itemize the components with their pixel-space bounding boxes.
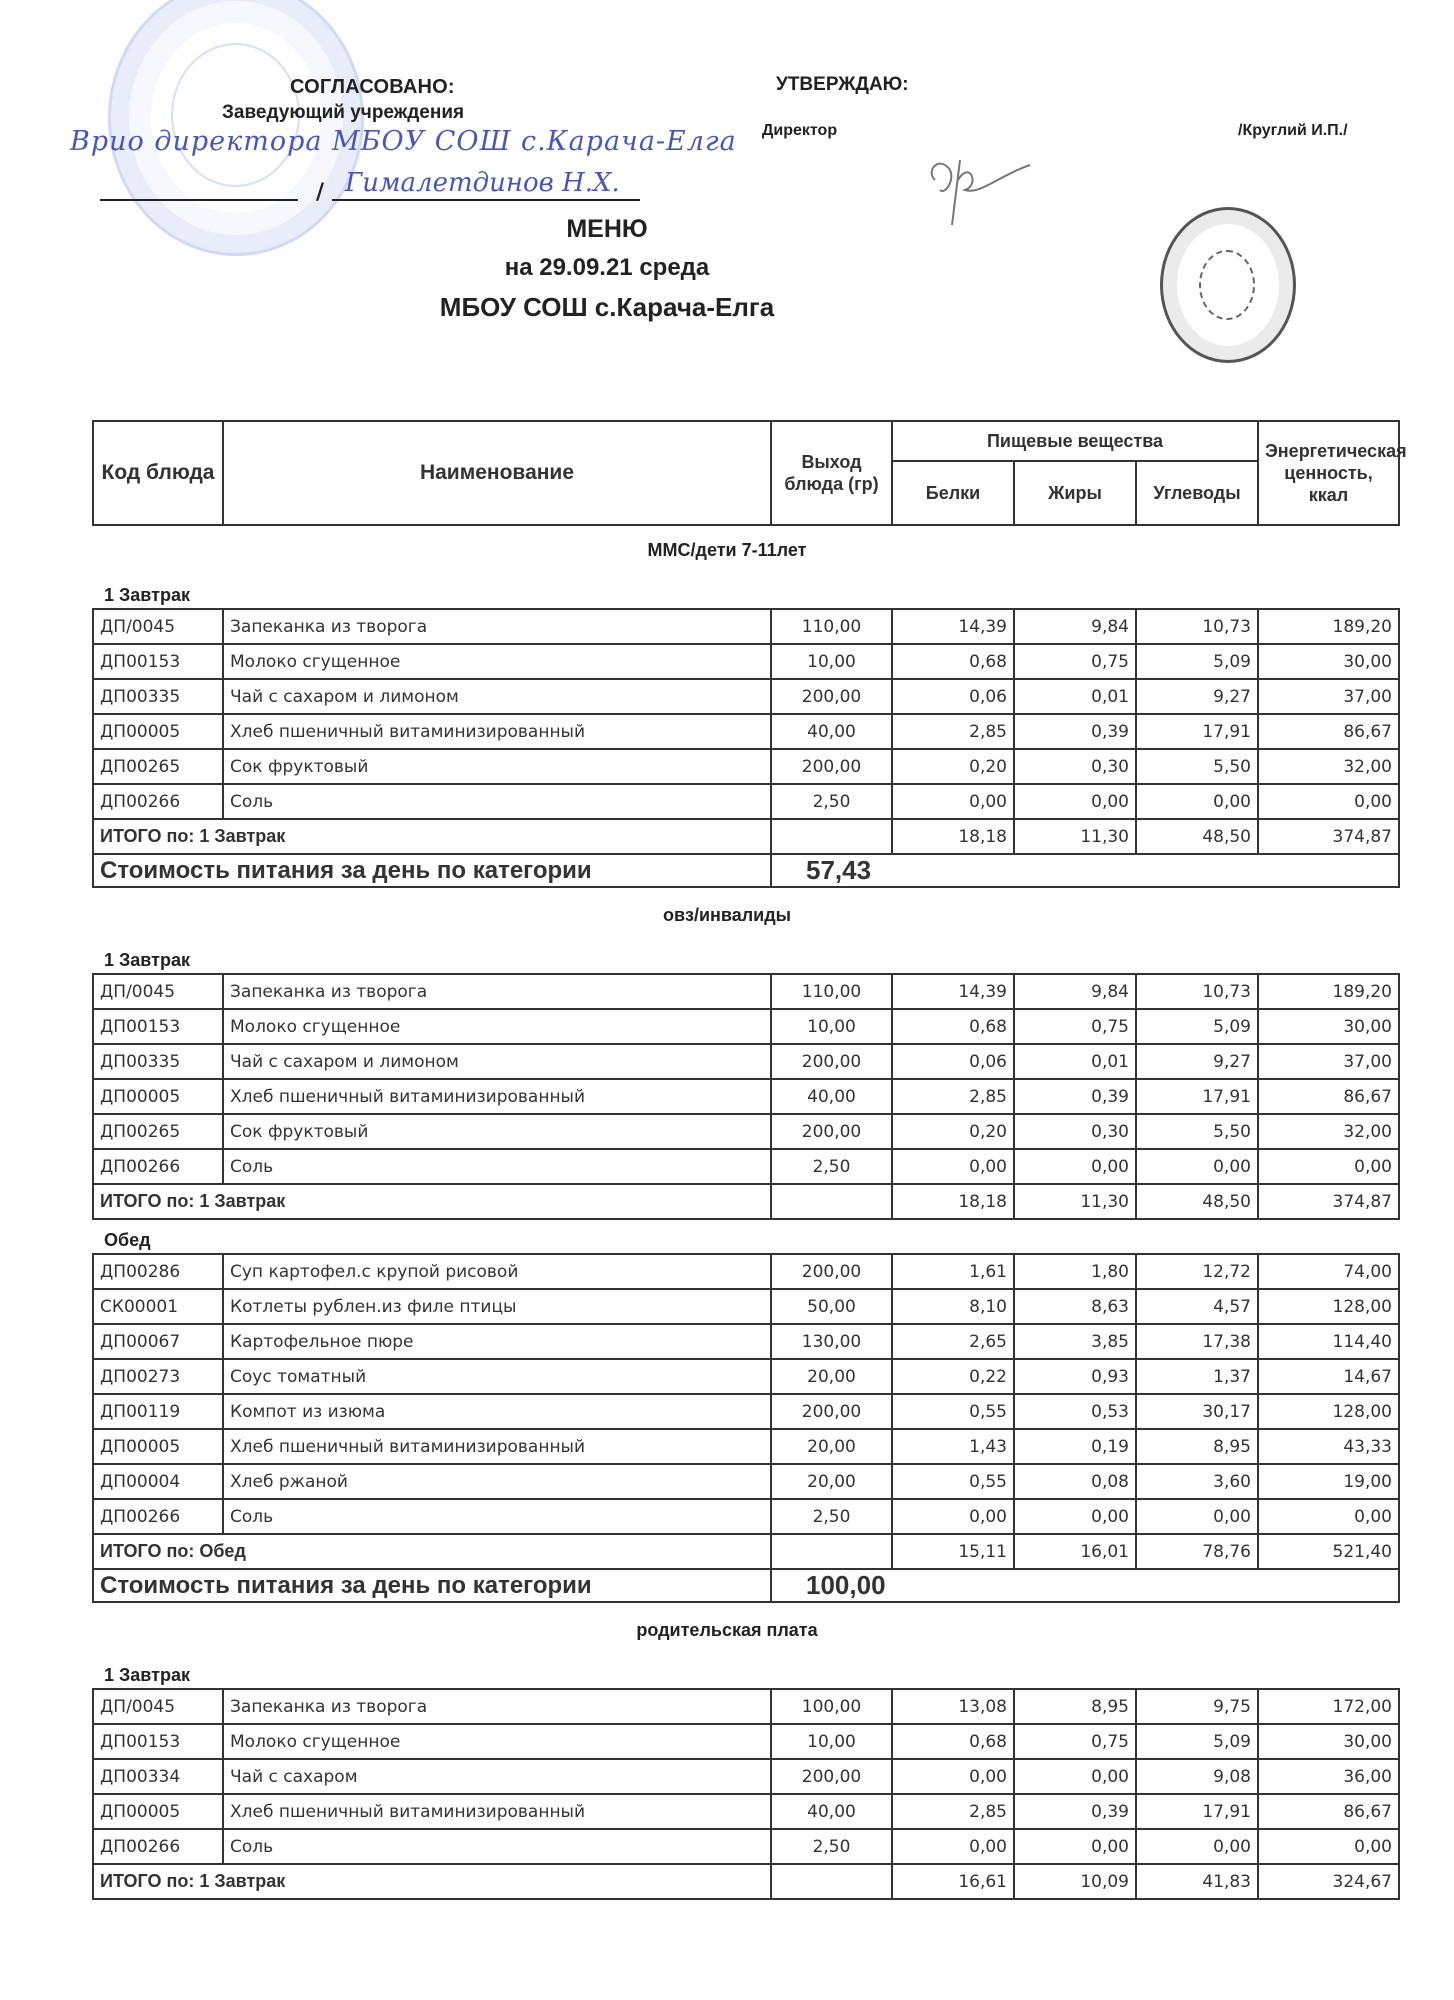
dish-protein: 0,68 bbox=[892, 1009, 1014, 1044]
col-yield: Выход блюда (гр) bbox=[771, 421, 892, 525]
dish-name: Хлеб пшеничный витаминизированный bbox=[223, 1794, 771, 1829]
meal-label: 1 Завтрак bbox=[104, 585, 190, 605]
dish-carbs: 0,00 bbox=[1136, 1829, 1258, 1864]
dish-fat: 0,39 bbox=[1014, 1794, 1136, 1829]
dish-carbs: 5,50 bbox=[1136, 749, 1258, 784]
handwritten-name: Гималетдинов Н.Х. bbox=[345, 168, 620, 198]
dish-name: Хлеб пшеничный витаминизированный bbox=[223, 1079, 771, 1114]
dish-fat: 0,75 bbox=[1014, 644, 1136, 679]
total-fat: 10,09 bbox=[1014, 1864, 1136, 1899]
table-row bbox=[93, 1689, 1399, 1724]
dish-kcal: 0,00 bbox=[1258, 1829, 1399, 1864]
dish-kcal: 32,00 bbox=[1258, 749, 1399, 784]
total-row bbox=[93, 1184, 1399, 1219]
dish-fat: 0,00 bbox=[1014, 1759, 1136, 1794]
dish-carbs: 30,17 bbox=[1136, 1394, 1258, 1429]
dish-kcal: 30,00 bbox=[1258, 644, 1399, 679]
dish-kcal: 37,00 bbox=[1258, 1044, 1399, 1079]
dish-kcal: 74,00 bbox=[1258, 1254, 1399, 1289]
cost-label: Стоимость питания за день по категории bbox=[93, 1569, 771, 1602]
dish-code: ДП00335 bbox=[93, 1044, 223, 1079]
col-fat: Жиры bbox=[1014, 461, 1136, 525]
dish-name: Картофельное пюре bbox=[223, 1324, 771, 1359]
dish-fat: 0,19 bbox=[1014, 1429, 1136, 1464]
dish-name: Суп картофел.с крупой рисовой bbox=[223, 1254, 771, 1289]
dish-yield: 110,00 bbox=[771, 974, 892, 1009]
total-carbs: 78,76 bbox=[1136, 1534, 1258, 1569]
cost-label: Стоимость питания за день по категории bbox=[93, 854, 771, 887]
dish-protein: 0,68 bbox=[892, 1724, 1014, 1759]
dish-protein: 0,00 bbox=[892, 1829, 1014, 1864]
dish-kcal: 86,67 bbox=[1258, 1079, 1399, 1114]
dish-name: Запеканка из творога bbox=[223, 609, 771, 644]
dish-code: ДП00067 bbox=[93, 1324, 223, 1359]
dish-carbs: 12,72 bbox=[1136, 1254, 1258, 1289]
dish-name: Молоко сгущенное bbox=[223, 1724, 771, 1759]
dish-carbs: 3,60 bbox=[1136, 1464, 1258, 1499]
dish-yield: 200,00 bbox=[771, 1394, 892, 1429]
total-kcal: 521,40 bbox=[1258, 1534, 1399, 1569]
dish-yield: 20,00 bbox=[771, 1429, 892, 1464]
dish-protein: 0,00 bbox=[892, 784, 1014, 819]
dish-fat: 0,93 bbox=[1014, 1359, 1136, 1394]
dish-yield: 200,00 bbox=[771, 1254, 892, 1289]
dish-yield: 20,00 bbox=[771, 1359, 892, 1394]
table-row bbox=[93, 644, 1399, 679]
dish-fat: 0,01 bbox=[1014, 1044, 1136, 1079]
dish-name: Молоко сгущенное bbox=[223, 1009, 771, 1044]
table-row bbox=[93, 1009, 1399, 1044]
dish-fat: 3,85 bbox=[1014, 1324, 1136, 1359]
total-label: ИТОГО по: 1 Завтрак bbox=[93, 1864, 771, 1899]
col-carbs: Углеводы bbox=[1136, 461, 1258, 525]
col-nutrients: Пищевые вещества bbox=[892, 421, 1258, 461]
table-row bbox=[93, 1289, 1399, 1324]
table-row bbox=[93, 1324, 1399, 1359]
dish-yield: 100,00 bbox=[771, 1689, 892, 1724]
meal-label: 1 Завтрак bbox=[104, 950, 190, 970]
dish-fat: 0,30 bbox=[1014, 1114, 1136, 1149]
dish-protein: 0,20 bbox=[892, 749, 1014, 784]
dish-protein: 13,08 bbox=[892, 1689, 1014, 1724]
total-protein: 16,61 bbox=[892, 1864, 1014, 1899]
table-row bbox=[93, 1759, 1399, 1794]
total-row bbox=[93, 819, 1399, 854]
dish-carbs: 10,73 bbox=[1136, 974, 1258, 1009]
table-row bbox=[93, 1794, 1399, 1829]
dish-name: Соль bbox=[223, 1829, 771, 1864]
dish-name: Соль bbox=[223, 1149, 771, 1184]
dish-yield: 40,00 bbox=[771, 1079, 892, 1114]
dish-fat: 0,39 bbox=[1014, 714, 1136, 749]
dish-protein: 14,39 bbox=[892, 974, 1014, 1009]
total-row bbox=[93, 1864, 1399, 1899]
dish-name: Чай с сахаром и лимоном bbox=[223, 679, 771, 714]
total-fat: 16,01 bbox=[1014, 1534, 1136, 1569]
dish-carbs: 8,95 bbox=[1136, 1429, 1258, 1464]
dish-name: Запеканка из творога bbox=[223, 1689, 771, 1724]
total-fat: 11,30 bbox=[1014, 1184, 1136, 1219]
table-row bbox=[93, 679, 1399, 714]
dish-kcal: 32,00 bbox=[1258, 1114, 1399, 1149]
total-kcal: 374,87 bbox=[1258, 819, 1399, 854]
dish-carbs: 17,91 bbox=[1136, 1079, 1258, 1114]
dish-protein: 0,00 bbox=[892, 1499, 1014, 1534]
dish-name: Хлеб пшеничный витаминизированный bbox=[223, 1429, 771, 1464]
dish-code: ДП00005 bbox=[93, 1429, 223, 1464]
cost-row bbox=[93, 1569, 1399, 1602]
dish-code: ДП00265 bbox=[93, 1114, 223, 1149]
signature-separator: / bbox=[316, 180, 325, 205]
dish-protein: 0,55 bbox=[892, 1464, 1014, 1499]
dish-kcal: 128,00 bbox=[1258, 1289, 1399, 1324]
dish-name: Чай с сахаром и лимоном bbox=[223, 1044, 771, 1079]
dish-protein: 8,10 bbox=[892, 1289, 1014, 1324]
dish-code: ДП00005 bbox=[93, 1794, 223, 1829]
total-yield-empty bbox=[771, 1534, 892, 1569]
dish-protein: 1,61 bbox=[892, 1254, 1014, 1289]
total-kcal: 374,87 bbox=[1258, 1184, 1399, 1219]
dish-kcal: 189,20 bbox=[1258, 974, 1399, 1009]
dish-yield: 110,00 bbox=[771, 609, 892, 644]
dish-name: Сок фруктовый bbox=[223, 749, 771, 784]
dish-yield: 130,00 bbox=[771, 1324, 892, 1359]
total-protein: 15,11 bbox=[892, 1534, 1014, 1569]
dish-yield: 40,00 bbox=[771, 714, 892, 749]
director-name: /Круглий И.П./ bbox=[1238, 122, 1348, 139]
school-name: МБОУ СОШ с.Карача-Елга bbox=[439, 292, 775, 322]
dish-yield: 200,00 bbox=[771, 679, 892, 714]
dish-fat: 9,84 bbox=[1014, 974, 1136, 1009]
dish-carbs: 10,73 bbox=[1136, 609, 1258, 644]
total-kcal: 324,67 bbox=[1258, 1864, 1399, 1899]
col-energy: Энергетическая ценность, ккал bbox=[1258, 421, 1399, 525]
dish-fat: 0,39 bbox=[1014, 1079, 1136, 1114]
dish-fat: 0,00 bbox=[1014, 1499, 1136, 1534]
meal-label: 1 Завтрак bbox=[104, 1665, 190, 1685]
dish-carbs: 1,37 bbox=[1136, 1359, 1258, 1394]
dish-protein: 2,85 bbox=[892, 1794, 1014, 1829]
dish-yield: 2,50 bbox=[771, 1499, 892, 1534]
dish-name: Молоко сгущенное bbox=[223, 644, 771, 679]
dish-code: ДП00004 bbox=[93, 1464, 223, 1499]
meal-table bbox=[92, 1253, 1400, 1603]
dish-carbs: 5,09 bbox=[1136, 1724, 1258, 1759]
dish-name: Чай с сахаром bbox=[223, 1759, 771, 1794]
dish-code: ДП00334 bbox=[93, 1759, 223, 1794]
dish-kcal: 30,00 bbox=[1258, 1724, 1399, 1759]
table-row bbox=[93, 1429, 1399, 1464]
dish-name: Компот из изюма bbox=[223, 1394, 771, 1429]
dish-fat: 0,00 bbox=[1014, 784, 1136, 819]
dish-name: Хлеб пшеничный витаминизированный bbox=[223, 714, 771, 749]
table-row bbox=[93, 1359, 1399, 1394]
meal-table bbox=[92, 973, 1400, 1220]
dish-fat: 9,84 bbox=[1014, 609, 1136, 644]
dish-carbs: 0,00 bbox=[1136, 784, 1258, 819]
dish-yield: 10,00 bbox=[771, 1724, 892, 1759]
dish-carbs: 5,09 bbox=[1136, 1009, 1258, 1044]
table-row bbox=[93, 609, 1399, 644]
dish-code: ДП00153 bbox=[93, 1724, 223, 1759]
dish-kcal: 0,00 bbox=[1258, 1499, 1399, 1534]
dish-yield: 40,00 bbox=[771, 1794, 892, 1829]
dish-name: Хлеб ржаной bbox=[223, 1464, 771, 1499]
cost-row bbox=[93, 854, 1399, 887]
dish-protein: 1,43 bbox=[892, 1429, 1014, 1464]
dish-protein: 2,65 bbox=[892, 1324, 1014, 1359]
total-fat: 11,30 bbox=[1014, 819, 1136, 854]
handwritten-position: Врио директора МБОУ СОШ с.Карача-Елга bbox=[70, 126, 737, 157]
dish-code: СК00001 bbox=[93, 1289, 223, 1324]
meal-table bbox=[92, 608, 1400, 888]
table-row bbox=[93, 784, 1399, 819]
dish-protein: 2,85 bbox=[892, 1079, 1014, 1114]
dish-yield: 200,00 bbox=[771, 1759, 892, 1794]
dish-fat: 0,00 bbox=[1014, 1149, 1136, 1184]
dish-code: ДП00266 bbox=[93, 784, 223, 819]
dish-kcal: 19,00 bbox=[1258, 1464, 1399, 1499]
dish-yield: 20,00 bbox=[771, 1464, 892, 1499]
dish-kcal: 37,00 bbox=[1258, 679, 1399, 714]
dish-kcal: 114,40 bbox=[1258, 1324, 1399, 1359]
table-row bbox=[93, 1394, 1399, 1429]
dish-code: ДП00266 bbox=[93, 1829, 223, 1864]
total-yield-empty bbox=[771, 819, 892, 854]
table-row bbox=[93, 1254, 1399, 1289]
dish-name: Запеканка из творога bbox=[223, 974, 771, 1009]
dish-protein: 0,55 bbox=[892, 1394, 1014, 1429]
dish-code: ДП00153 bbox=[93, 1009, 223, 1044]
table-row bbox=[93, 1044, 1399, 1079]
dish-kcal: 14,67 bbox=[1258, 1359, 1399, 1394]
dish-carbs: 17,91 bbox=[1136, 714, 1258, 749]
dish-code: ДП00265 bbox=[93, 749, 223, 784]
table-row bbox=[93, 1829, 1399, 1864]
dish-fat: 0,75 bbox=[1014, 1724, 1136, 1759]
total-label: ИТОГО по: 1 Завтрак bbox=[93, 1184, 771, 1219]
dish-fat: 1,80 bbox=[1014, 1254, 1136, 1289]
table-row bbox=[93, 714, 1399, 749]
dish-name: Сок фруктовый bbox=[223, 1114, 771, 1149]
cost-value: 57,43 bbox=[771, 854, 1399, 887]
menu-title: МЕНЮ bbox=[566, 215, 648, 243]
dish-carbs: 17,38 bbox=[1136, 1324, 1258, 1359]
name-line bbox=[332, 199, 640, 201]
total-protein: 18,18 bbox=[892, 1184, 1014, 1219]
dish-carbs: 4,57 bbox=[1136, 1289, 1258, 1324]
dish-carbs: 5,09 bbox=[1136, 644, 1258, 679]
total-label: ИТОГО по: Обед bbox=[93, 1534, 771, 1569]
dish-code: ДП00119 bbox=[93, 1394, 223, 1429]
dish-carbs: 9,75 bbox=[1136, 1689, 1258, 1724]
dish-carbs: 0,00 bbox=[1136, 1499, 1258, 1534]
dish-code: ДП00286 bbox=[93, 1254, 223, 1289]
dish-name: Соль bbox=[223, 1499, 771, 1534]
dish-kcal: 128,00 bbox=[1258, 1394, 1399, 1429]
dish-kcal: 0,00 bbox=[1258, 1149, 1399, 1184]
menu-date: на 29.09.21 среда bbox=[504, 254, 710, 281]
dish-fat: 0,08 bbox=[1014, 1464, 1136, 1499]
dish-yield: 50,00 bbox=[771, 1289, 892, 1324]
dish-yield: 10,00 bbox=[771, 644, 892, 679]
dish-yield: 2,50 bbox=[771, 784, 892, 819]
total-carbs: 41,83 bbox=[1136, 1864, 1258, 1899]
section-label: овз/инвалиды bbox=[662, 905, 792, 925]
total-protein: 18,18 bbox=[892, 819, 1014, 854]
dish-protein: 0,20 bbox=[892, 1114, 1014, 1149]
dish-carbs: 5,50 bbox=[1136, 1114, 1258, 1149]
dish-fat: 0,30 bbox=[1014, 749, 1136, 784]
table-row bbox=[93, 749, 1399, 784]
dish-code: ДП00266 bbox=[93, 1149, 223, 1184]
dish-carbs: 9,27 bbox=[1136, 1044, 1258, 1079]
dish-code: ДП00005 bbox=[93, 1079, 223, 1114]
approve-title: УТВЕРЖДАЮ: bbox=[776, 74, 909, 95]
section-label: родительская плата bbox=[636, 1620, 818, 1640]
signature-line bbox=[100, 199, 298, 201]
dish-kcal: 86,67 bbox=[1258, 714, 1399, 749]
director-label: Директор bbox=[762, 122, 838, 139]
dish-protein: 0,00 bbox=[892, 1149, 1014, 1184]
dish-code: ДП00005 bbox=[93, 714, 223, 749]
dish-kcal: 30,00 bbox=[1258, 1009, 1399, 1044]
dish-fat: 0,00 bbox=[1014, 1829, 1136, 1864]
col-name: Наименование bbox=[223, 421, 771, 525]
dish-yield: 2,50 bbox=[771, 1149, 892, 1184]
dish-code: ДП00266 bbox=[93, 1499, 223, 1534]
dish-name: Котлеты рублен.из филе птицы bbox=[223, 1289, 771, 1324]
dish-carbs: 9,08 bbox=[1136, 1759, 1258, 1794]
dish-protein: 0,06 bbox=[892, 679, 1014, 714]
dish-code: ДП/0045 bbox=[93, 1689, 223, 1724]
dish-name: Соль bbox=[223, 784, 771, 819]
table-row bbox=[93, 1499, 1399, 1534]
table-row bbox=[93, 1149, 1399, 1184]
dish-code: ДП00153 bbox=[93, 644, 223, 679]
dish-kcal: 189,20 bbox=[1258, 609, 1399, 644]
meal-table bbox=[92, 1688, 1400, 1900]
dish-carbs: 0,00 bbox=[1136, 1149, 1258, 1184]
section-label: ММС/дети 7-11лет bbox=[647, 540, 807, 560]
dish-fat: 8,95 bbox=[1014, 1689, 1136, 1724]
table-row bbox=[93, 1724, 1399, 1759]
dish-fat: 0,53 bbox=[1014, 1394, 1136, 1429]
agreed-title: СОГЛАСОВАНО: bbox=[290, 76, 455, 98]
table-row bbox=[93, 1114, 1399, 1149]
dish-carbs: 17,91 bbox=[1136, 1794, 1258, 1829]
meal-label: Обед bbox=[104, 1230, 151, 1250]
total-label: ИТОГО по: 1 Завтрак bbox=[93, 819, 771, 854]
total-carbs: 48,50 bbox=[1136, 819, 1258, 854]
table-row bbox=[93, 1464, 1399, 1499]
dish-kcal: 0,00 bbox=[1258, 784, 1399, 819]
dish-kcal: 36,00 bbox=[1258, 1759, 1399, 1794]
dish-yield: 200,00 bbox=[771, 1044, 892, 1079]
dish-protein: 0,06 bbox=[892, 1044, 1014, 1079]
total-carbs: 48,50 bbox=[1136, 1184, 1258, 1219]
table-row bbox=[93, 1079, 1399, 1114]
dish-code: ДП00335 bbox=[93, 679, 223, 714]
dish-kcal: 43,33 bbox=[1258, 1429, 1399, 1464]
menu-header-table bbox=[92, 420, 1407, 526]
dish-protein: 0,00 bbox=[892, 1759, 1014, 1794]
total-row bbox=[93, 1534, 1399, 1569]
dish-kcal: 172,00 bbox=[1258, 1689, 1399, 1724]
dish-code: ДП00273 bbox=[93, 1359, 223, 1394]
dish-fat: 0,75 bbox=[1014, 1009, 1136, 1044]
dish-protein: 0,22 bbox=[892, 1359, 1014, 1394]
dish-kcal: 86,67 bbox=[1258, 1794, 1399, 1829]
dish-code: ДП/0045 bbox=[93, 609, 223, 644]
col-protein: Белки bbox=[892, 461, 1014, 525]
dish-yield: 10,00 bbox=[771, 1009, 892, 1044]
dish-fat: 8,63 bbox=[1014, 1289, 1136, 1324]
dish-protein: 0,68 bbox=[892, 644, 1014, 679]
table-row bbox=[93, 974, 1399, 1009]
total-yield-empty bbox=[771, 1864, 892, 1899]
col-code: Код блюда bbox=[93, 421, 223, 525]
cost-value: 100,00 bbox=[771, 1569, 1399, 1602]
dish-protein: 2,85 bbox=[892, 714, 1014, 749]
dish-code: ДП/0045 bbox=[93, 974, 223, 1009]
dish-yield: 200,00 bbox=[771, 1114, 892, 1149]
dish-protein: 14,39 bbox=[892, 609, 1014, 644]
dish-yield: 200,00 bbox=[771, 749, 892, 784]
dish-name: Соус томатный bbox=[223, 1359, 771, 1394]
agreed-subtitle: Заведующий учреждения bbox=[222, 102, 465, 123]
dish-fat: 0,01 bbox=[1014, 679, 1136, 714]
dish-yield: 2,50 bbox=[771, 1829, 892, 1864]
dish-carbs: 9,27 bbox=[1136, 679, 1258, 714]
total-yield-empty bbox=[771, 1184, 892, 1219]
